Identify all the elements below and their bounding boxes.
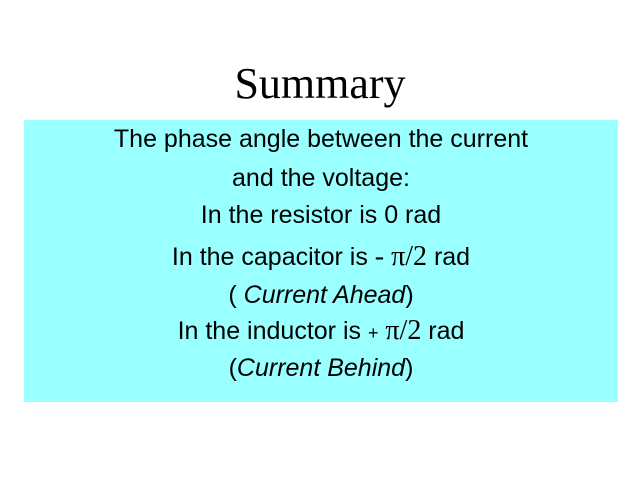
inductor-note-close: ) — [405, 354, 414, 382]
capacitor-line — [24, 242, 618, 272]
summary-line-1: The phase angle between the current — [113, 125, 529, 153]
capacitor-angle: π/2 — [391, 241, 427, 272]
inductor-note — [24, 353, 618, 383]
summary-line-2: and the voltage: — [232, 164, 410, 192]
inductor-line — [24, 316, 618, 348]
inductor-note-text: Current Behind — [236, 354, 406, 382]
inductor-prefix: In the inductor is — [177, 317, 368, 345]
capacitor-suffix: rad — [427, 243, 471, 271]
inductor-note-open: ( — [228, 354, 237, 382]
capacitor-sign: - — [374, 241, 385, 272]
inductor-angle: π/2 — [385, 315, 422, 346]
inductor-sign: + — [367, 323, 379, 343]
resistor-line: In the resistor is 0 rad — [200, 201, 442, 229]
capacitor-prefix: In the capacitor is — [171, 243, 375, 271]
capacitor-note-open: ( — [228, 281, 244, 309]
capacitor-note — [24, 280, 618, 310]
slide-title: Summary — [234, 59, 406, 108]
capacitor-note-text: Current Ahead — [243, 281, 406, 309]
capacitor-note-close: ) — [405, 281, 414, 309]
summary-box — [24, 120, 618, 402]
inductor-suffix: rad — [421, 317, 465, 345]
